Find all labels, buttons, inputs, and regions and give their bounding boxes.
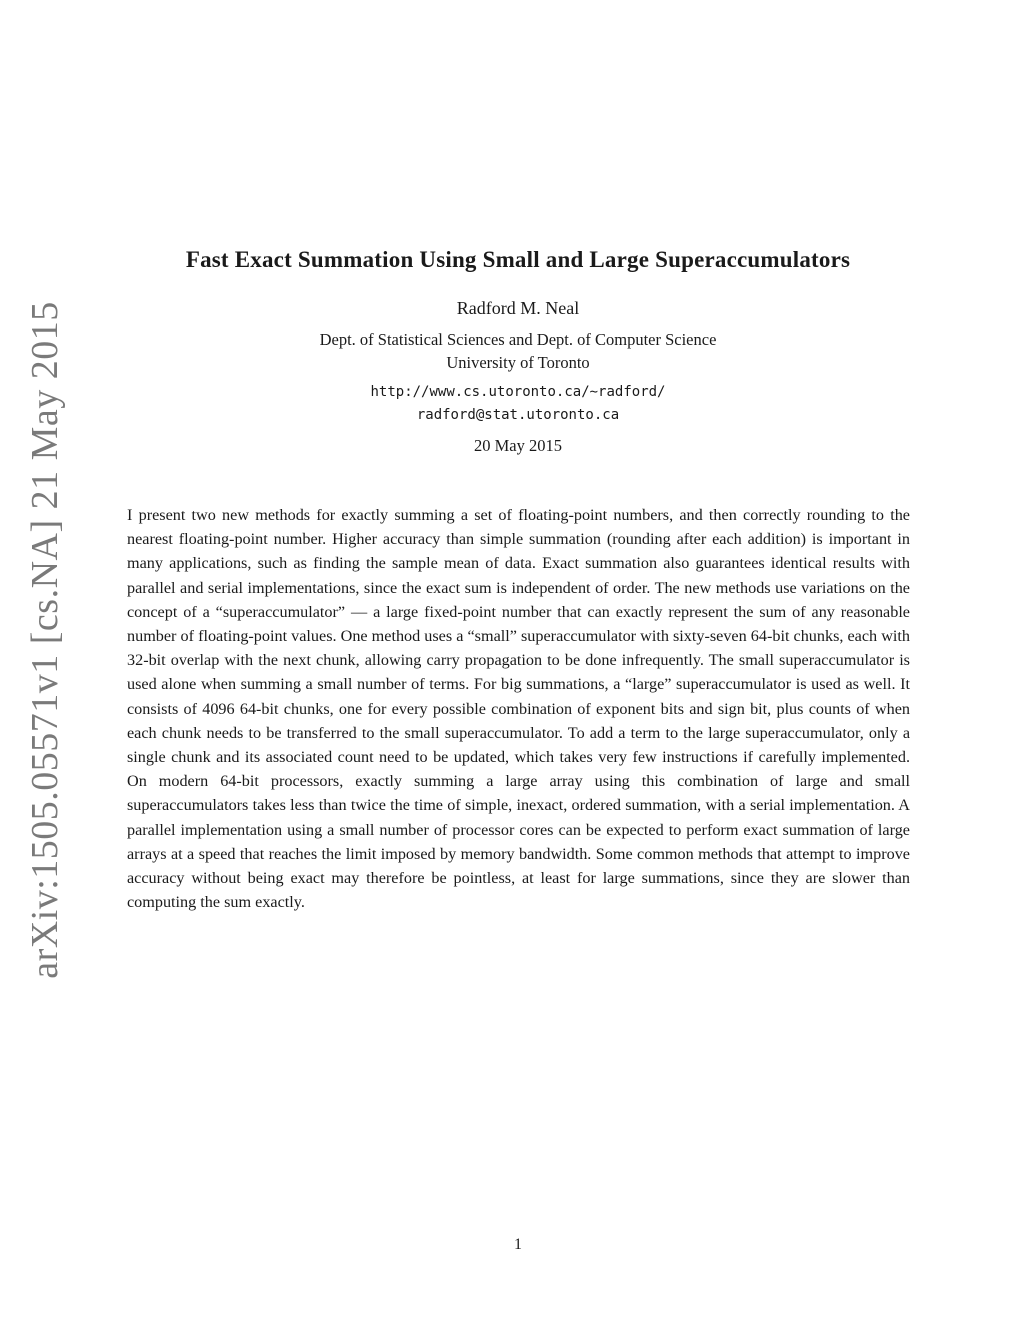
author-email-link[interactable]: radford@stat.utoronto.ca [416,407,620,423]
author-homepage-link[interactable]: http://www.cs.utoronto.ca/∼radford/ [370,384,666,400]
arxiv-identifier-text: arXiv:1505.05571v1 [cs.NA] 21 May 2015 [24,301,66,979]
arxiv-identifier-stamp [20,301,70,979]
page-number: 1 [514,1236,522,1253]
publication-date: 20 May 2015 [474,436,562,455]
paper-title: Fast Exact Summation Using Small and Large Superaccumulators [185,247,851,272]
affiliation-university: University of Toronto [446,353,590,372]
abstract-paragraph: I present two new methods for exactly summing a set of floating-point numbers, and then correctly rounding to the nearest floating-point number. Higher accuracy than simple summation (rounding after each addition) is important in many applications, such as finding the sample mean of data. Exact summation also guarantees identical results with parallel and serial implementations, since the exact sum is independent of order. The new methods use variations on the concept of a “superaccumulator” — a large fixed-point number that can exactly represent the sum of any reasonable number of floating-point values. One method uses a “small” superaccumulator with sixty-seven 64-bit chunks, each with 32-bit overlap with the next chunk, allowing carry propagation to be done infrequently. The small superaccumulator is used alone when summing a small number of terms. For big summations, a “large” superaccumulator is used as well. It consists of 4096 64-bit chunks, one for every possible combination of exponent bits and sign bit, plus counts of when each chunk needs to be transferred to the small superaccumulator. To add a term to the large superaccumulator, only a single chunk and its associated count need to be updated, which takes very few instructions if carefully implemented. On modern 64-bit processors, exactly summing a large array using this combination of large and small superaccumulators takes less than twice the time of simple, inexact, ordered summation, with a serial implementation. A parallel implementation using a small number of processor cores can be expected to perform exact summation of large arrays at a speed that reaches the limit imposed by memory bandwidth. Some common methods that attempt to improve accuracy without being exact may therefore be pointless, at least for large summations, since they are slower than computing the sum exactly. [127,506,910,912]
author-name: Radford M. Neal [456,298,580,318]
affiliation-department: Dept. of Statistical Sciences and Dept. of Computer Science [319,330,717,349]
